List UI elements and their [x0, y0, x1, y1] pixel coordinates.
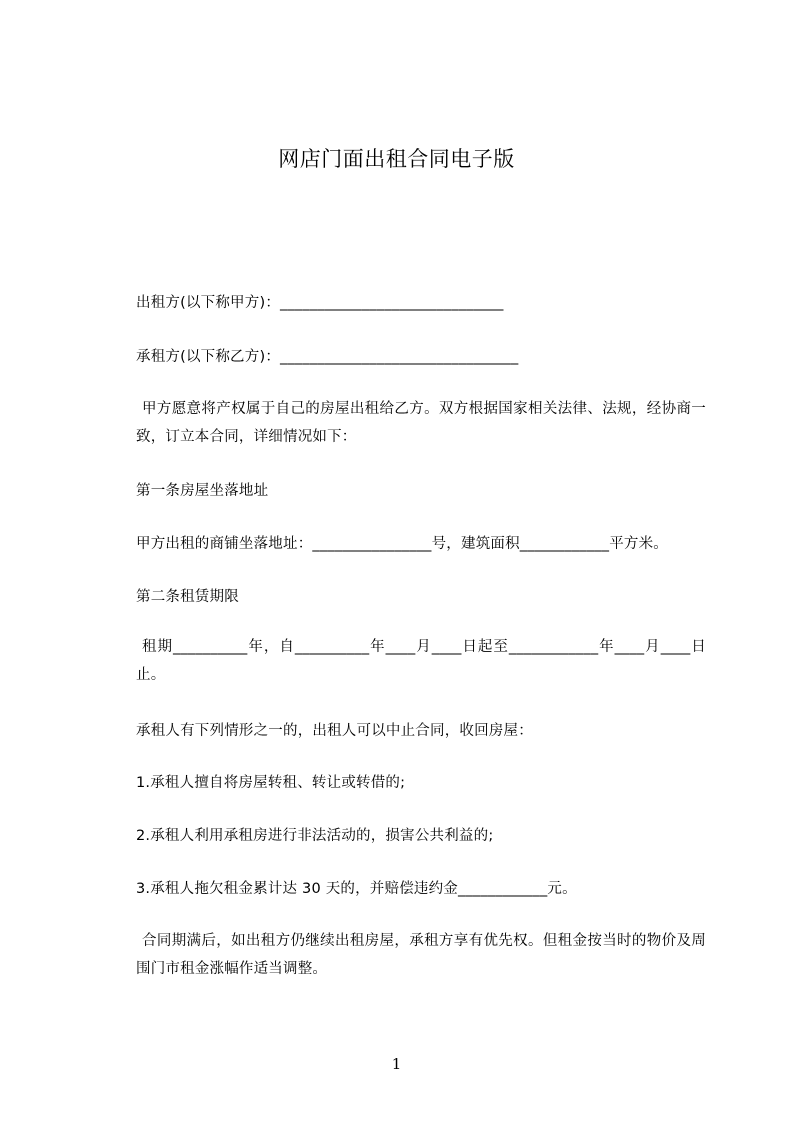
page-number: 1 — [391, 1055, 402, 1073]
intro-paragraph: 甲方愿意将产权属于自己的房屋出租给乙方。双方根据国家相关法律、法规，经协商一致，订立本合同，详细情况如下： — [136, 401, 706, 445]
termination-item-3: 3.承租人拖欠租金累计达 30 天的，并赔偿违约金____________元。 — [136, 881, 577, 897]
termination-item-1: 1.承租人擅自将房屋转租、转让或转借的; — [136, 775, 406, 791]
termination-intro: 承租人有下列情形之一的，出租人可以中止合同，收回房屋： — [136, 723, 533, 739]
termination-item-2: 2.承租人利用承租房进行非法活动的，损害公共利益的; — [136, 828, 494, 844]
party-b-line: 承租方(以下称乙方)：________________________________ — [136, 349, 519, 365]
article-2-text: 租期__________年，自__________年____月____日起至____________年____月____日止。 — [136, 639, 706, 683]
article-2-heading: 第二条租赁期限 — [136, 589, 239, 605]
document-title: 网店门面出租合同电子版 — [278, 147, 515, 171]
article-1-heading: 第一条房屋坐落地址 — [136, 483, 269, 499]
party-a-line: 出租方(以下称甲方)：______________________________ — [136, 295, 504, 311]
article-1-text: 甲方出租的商铺坐落地址：________________号，建筑面积____________平方米。 — [136, 536, 668, 552]
renewal-paragraph: 合同期满后，如出租方仍继续出租房屋，承租方享有优先权。但租金按当时的物价及周围门市租金涨幅作适当调整。 — [136, 933, 706, 977]
